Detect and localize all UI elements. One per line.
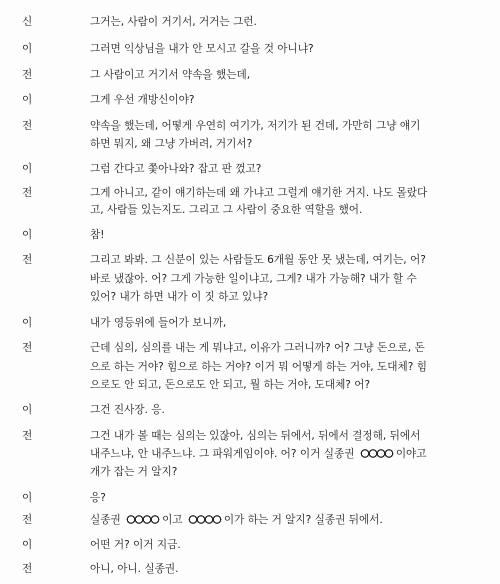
speaker-label: 이 [22,43,33,55]
dialogue-line: 어떤 거? 이거 지금. [90,539,181,551]
speaker-label: 전 [22,563,33,575]
speaker-label: 전 [22,254,33,266]
dialogue-line: 참! [90,229,105,241]
dialogue-line: 약속을 했는데, 어떻게 우연히 여기가, 저기가 된 건데, 가만히 그냥 얘기 [90,120,421,132]
dialogue-line: 그게 아니고, 같이 얘기하는데 왜 가냐고 그럴게 얘기한 거지. 나도 몰랐다 [90,187,428,199]
dialogue-line: 그러면 익상님을 내가 안 모시고 갈을 것 아니냐? [90,43,314,55]
dialogue-line: 으로 하는 거야? 힘으로 하는 거야? 이거 뭐 어떻게 하는 거야, 도대체? 힘 [90,361,427,373]
dialogue-line: 그 사람이고 거기서 약속을 했는데, [90,69,251,81]
speaker-label: 이 [22,163,33,175]
dialogue-line: 그리고 봐봐. 그 신분이 있는 사람들도 6개월 동안 못 냈는데, 여기는, 어? [90,254,426,266]
speaker-label: 이 [22,404,33,416]
dialogue-line: 그거는, 사람이 거기서, 거거는 그런. [90,16,257,28]
dialogue-line: 아니, 아니. 실종권. [90,563,179,575]
redaction-mark [126,515,160,524]
speaker-label: 전 [22,187,33,199]
dialogue-line: 그건 진사장. 응. [90,404,165,416]
dialogue-line: 바로 냈잖아. 어? 그게 가능한 일이냐고, 그게? 내가 가능해? 내가 할 수 [90,273,417,285]
dialogue-line: 그럼 간다고 쫓아나와? 잡고 판 껐고? [90,163,262,175]
dialogue-line: 고, 사람들 있는지도. 그리고 그 사람이 중요한 역할을 했어. [90,204,363,216]
speaker-label: 전 [22,120,33,132]
dialogue-line: 그건 내가 볼 때는 심의는 있잖아, 심의는 뒤에서, 뒤에서 결정해, 뒤에서 [90,430,421,442]
dialogue-line: 있어? 내가 하면 내가 이 짓 하고 있냐? [90,291,269,303]
speaker-label: 전 [22,430,33,442]
speaker-label: 전 [22,69,33,81]
dialogue-line: 그게 우선 개방신이야? [90,94,195,106]
dialogue-line: 근데 심의, 심의를 내는 게 뭐냐고, 이유가 그러니까? 어? 그냥 돈으로, 돈 [90,342,425,354]
redaction-mark [360,449,394,458]
redaction-mark [188,515,222,524]
speaker-label: 전 [22,342,33,354]
dialogue-line: 하면 뭐지, 왜 그냥 가버려, 거기서? [90,138,253,150]
dialogue-line: 응? [90,492,106,504]
speaker-label: 이 [22,94,33,106]
dialogue-line: 개가 잡는 거 알지? [90,466,178,478]
dialogue-line: 내주느냐, 안 내주느냐. 그 파워게임이야. 어? 이거 실종권 이야고 [90,448,427,460]
speaker-label: 이 [22,539,33,551]
speaker-label: 전 [22,514,33,526]
dialogue-line: 으로도 안 되고, 돈으로도 안 되고, 뭘 하는 거야, 도대체? 어? [90,379,371,391]
dialogue-line: 내가 영등위에 들어가 보니까, [90,317,227,329]
dialogue-line: 실종권 이고 이가 하는 거 알지? 실종권 뒤에서. [90,514,383,526]
speaker-label: 신 [22,16,33,28]
speaker-label: 이 [22,492,33,504]
speaker-label: 이 [22,317,33,329]
speaker-label: 이 [22,229,33,241]
